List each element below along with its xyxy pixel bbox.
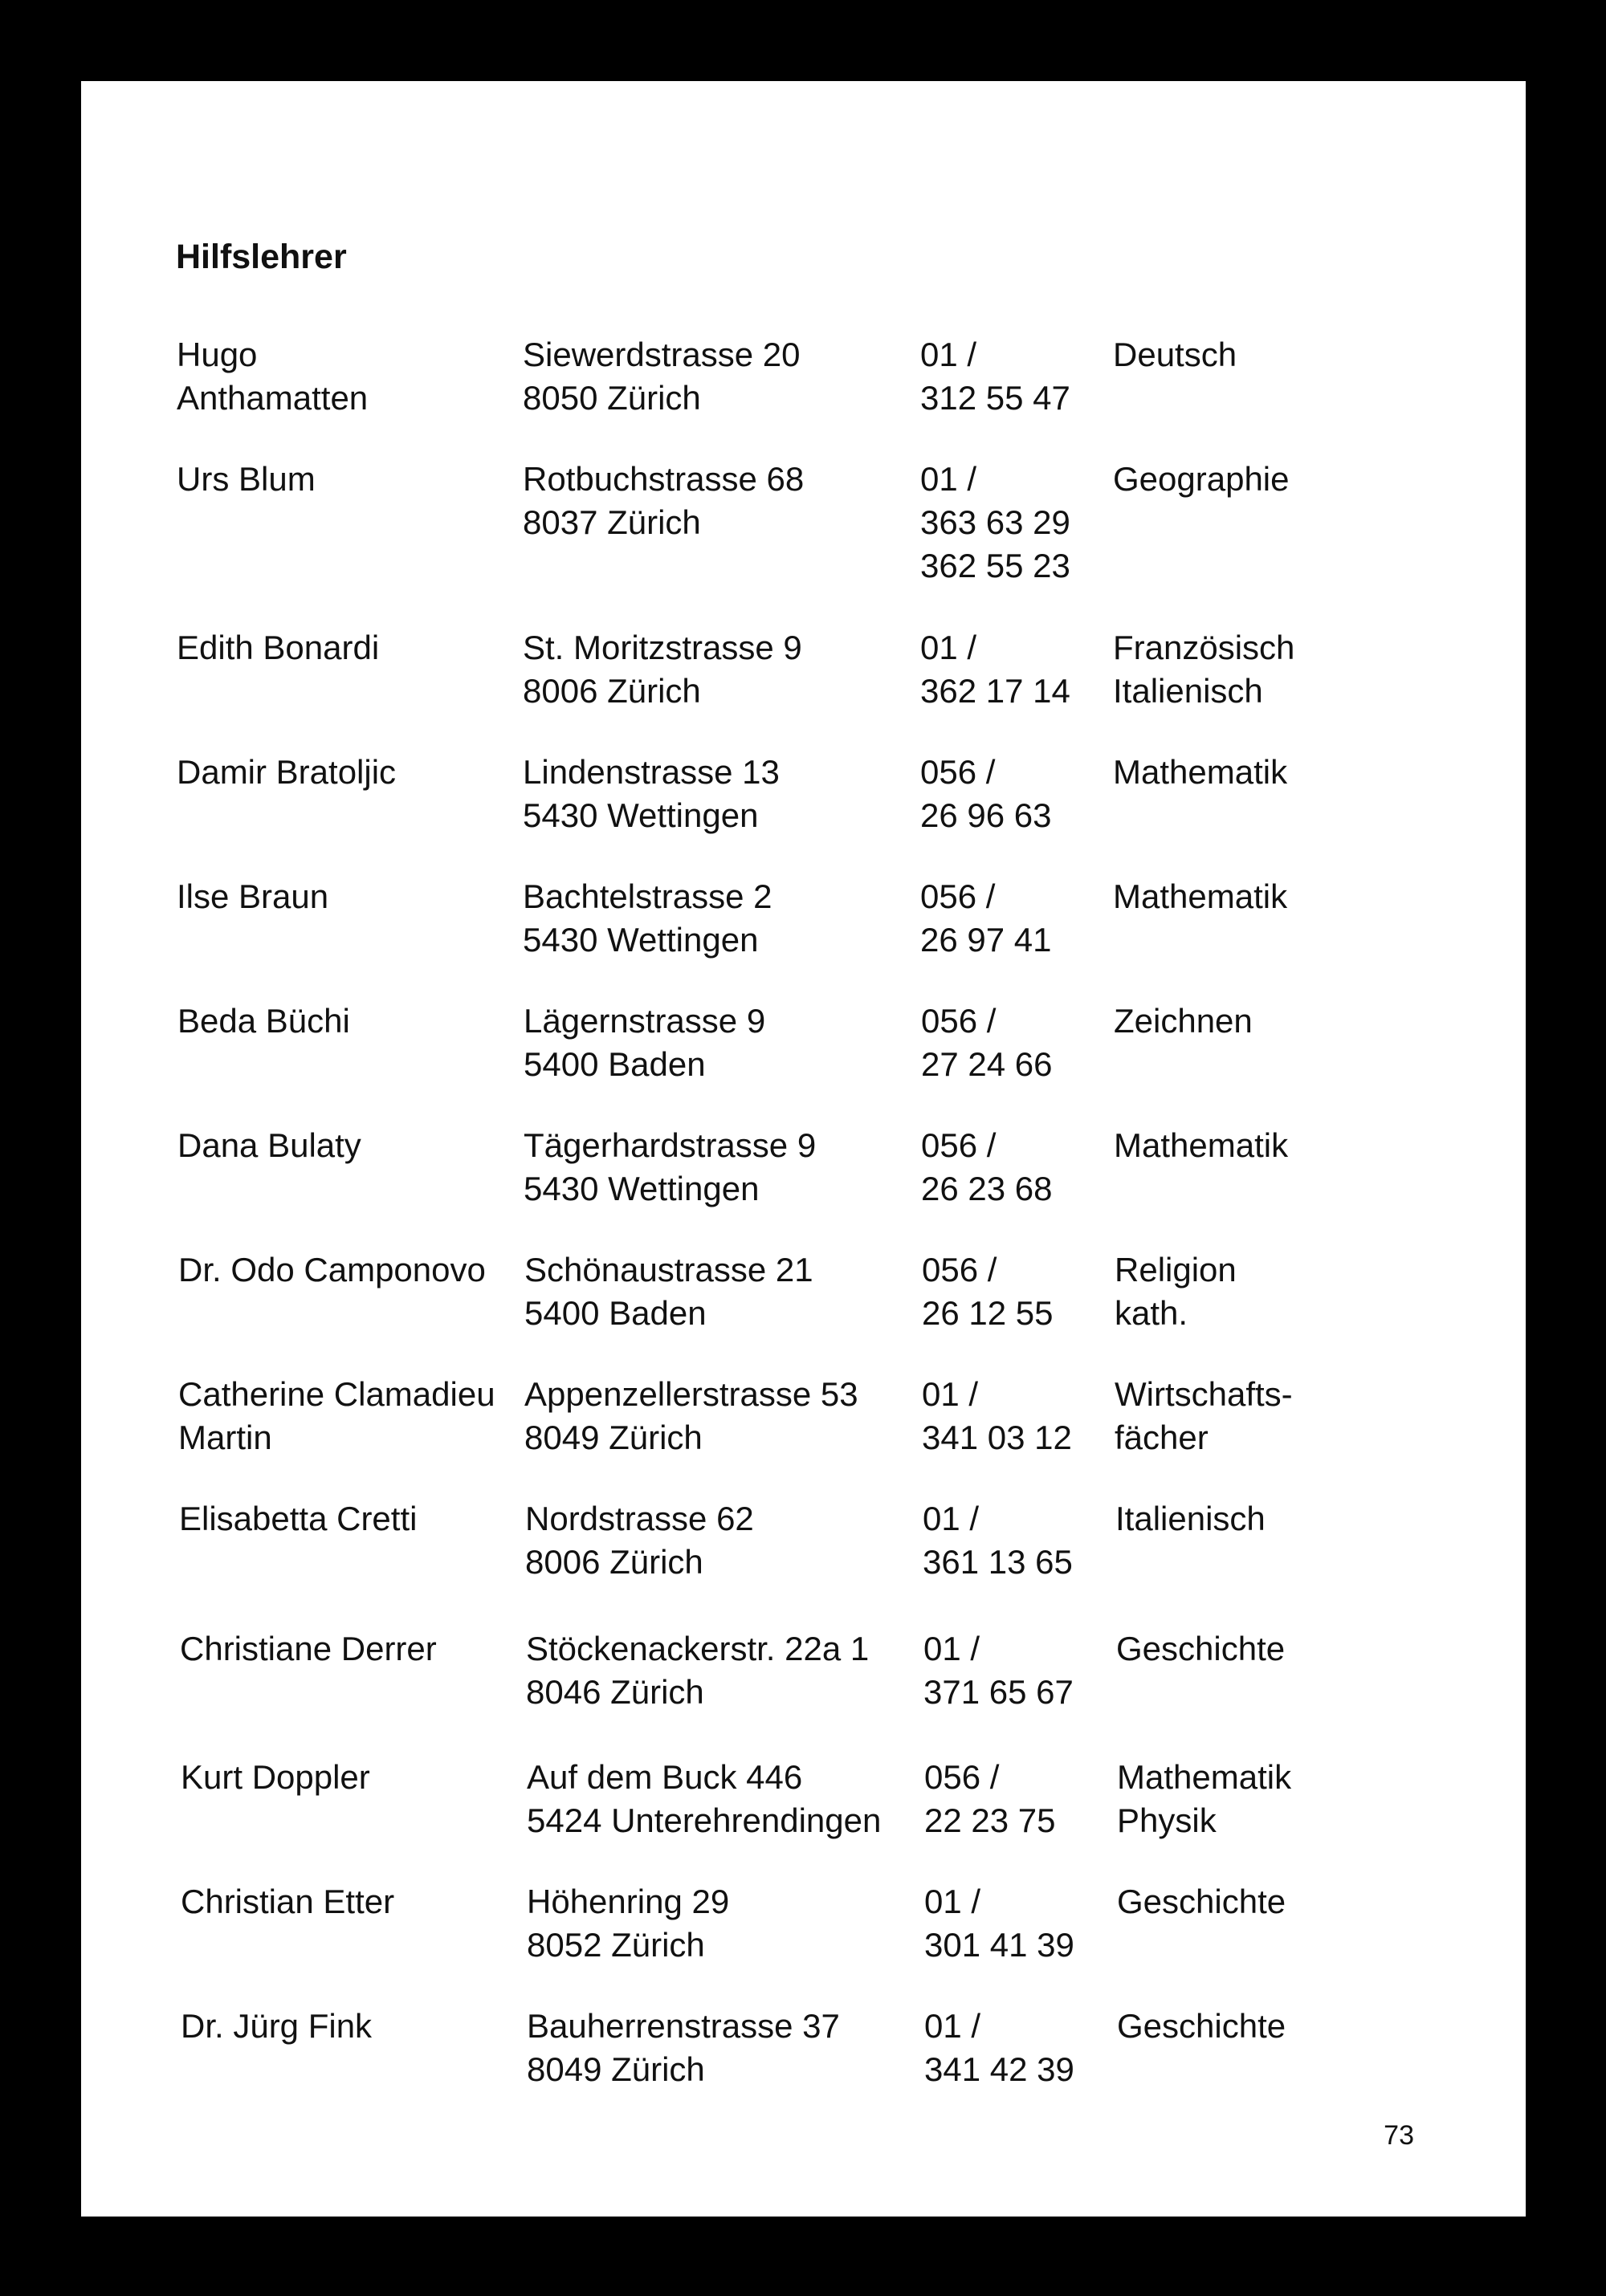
teacher-phone-line: 361 13 65 — [923, 1543, 1073, 1581]
teacher-name-line: Dr. Jürg Fink — [181, 2007, 373, 2045]
teacher-phone-line: 01 / — [920, 460, 977, 498]
teacher-subject-line: Religion — [1115, 1251, 1237, 1288]
teacher-name — [177, 751, 396, 794]
teacher-phone-line: 363 63 29 — [920, 503, 1070, 541]
teacher-address — [523, 333, 801, 420]
teacher-phone-line: 341 42 39 — [924, 2050, 1074, 2088]
teacher-subject — [1113, 751, 1287, 794]
teacher-address — [523, 626, 802, 713]
teacher-subject-line: Mathematik — [1114, 1126, 1289, 1164]
teacher-phone — [920, 751, 1052, 837]
teacher-subject — [1115, 1497, 1266, 1541]
teacher-subject-line: Französisch — [1113, 629, 1295, 666]
teacher-address-line: St. Moritzstrasse 9 — [523, 629, 802, 666]
teacher-address-line: 8046 Zürich — [526, 1673, 704, 1711]
teacher-name — [177, 999, 350, 1043]
teacher-name — [177, 1124, 361, 1167]
teacher-address — [527, 2005, 840, 2091]
teacher-subject-line: Mathematik — [1113, 753, 1288, 791]
teacher-address-line: 5424 Unterehrendingen — [527, 1801, 882, 1839]
teacher-address-line: 8006 Zürich — [523, 672, 701, 710]
teacher-phone-line: 26 96 63 — [920, 796, 1052, 834]
teacher-phone — [924, 2005, 1074, 2091]
teacher-address-line: 8052 Zürich — [527, 1926, 705, 1964]
teacher-phone — [924, 1880, 1074, 1967]
teacher-subject-line: Italienisch — [1113, 672, 1263, 710]
teacher-phone-line: 371 65 67 — [923, 1673, 1074, 1711]
teacher-phone-line: 056 / — [922, 1251, 997, 1288]
teacher-address-line: 8049 Zürich — [527, 2050, 705, 2088]
teacher-address — [523, 875, 772, 962]
teacher-name-line: Dr. Odo Camponovo — [178, 1251, 486, 1288]
teacher-name — [178, 1373, 495, 1459]
teacher-phone — [922, 1373, 1072, 1459]
teacher-subject — [1116, 1627, 1285, 1671]
teacher-name-line: Hugo — [177, 336, 258, 373]
teacher-subject — [1115, 1248, 1237, 1335]
teacher-address — [524, 1124, 816, 1211]
teacher-name — [181, 1756, 370, 1799]
document-page — [81, 81, 1526, 2217]
teacher-address-line: Stöckenackerstr. 22a 1 — [526, 1630, 870, 1667]
teacher-subject-line: Zeichnen — [1114, 1002, 1253, 1040]
teacher-name — [180, 1627, 437, 1671]
teacher-name — [178, 1248, 486, 1292]
teacher-address-line: Schönaustrasse 21 — [524, 1251, 813, 1288]
teacher-address-line: Höhenring 29 — [527, 1883, 730, 1920]
teacher-name — [177, 875, 328, 918]
teacher-phone — [920, 458, 1070, 588]
teacher-phone-line: 01 / — [924, 2007, 981, 2045]
teacher-address-line: Auf dem Buck 446 — [527, 1758, 803, 1796]
teacher-address-line: Nordstrasse 62 — [525, 1500, 754, 1537]
teacher-name-line: Beda Büchi — [177, 1002, 350, 1040]
teacher-address — [527, 1756, 881, 1842]
teacher-phone-line: 312 55 47 — [920, 379, 1070, 417]
teacher-address-line: Tägerhardstrasse 9 — [524, 1126, 817, 1164]
teacher-address-line: 8037 Zürich — [523, 503, 701, 541]
teacher-address — [526, 1627, 869, 1714]
teacher-address — [523, 751, 780, 837]
teacher-phone-line: 01 / — [920, 629, 977, 666]
teacher-name — [177, 333, 368, 420]
teacher-subject-line: Physik — [1117, 1801, 1217, 1839]
teacher-subject-line: Deutsch — [1113, 336, 1237, 373]
teacher-phone-line: 362 55 23 — [920, 547, 1070, 584]
teacher-address-line: 5430 Wettingen — [524, 1170, 760, 1207]
teacher-subject-line: Wirtschafts- — [1115, 1375, 1293, 1413]
teacher-address — [524, 1248, 813, 1335]
teacher-subject-line: Italienisch — [1115, 1500, 1266, 1537]
teacher-address-line: Siewerdstrasse 20 — [523, 336, 801, 373]
teacher-name-line: Catherine Clamadieu — [178, 1375, 495, 1413]
teacher-name-line: Anthamatten — [177, 379, 369, 417]
teacher-name-line: Christiane Derrer — [180, 1630, 437, 1667]
teacher-subject-line: Geschichte — [1117, 1883, 1286, 1920]
teacher-phone — [920, 875, 1052, 962]
teacher-phone — [921, 999, 1053, 1086]
teacher-phone-line: 01 / — [922, 1375, 979, 1413]
teacher-phone-line: 01 / — [920, 336, 977, 373]
teacher-address — [524, 999, 765, 1086]
teacher-address-line: Lägernstrasse 9 — [524, 1002, 766, 1040]
teacher-phone-line: 056 / — [920, 753, 996, 791]
teacher-address — [527, 1880, 729, 1967]
teacher-phone — [920, 626, 1070, 713]
teacher-name-line: Kurt Doppler — [181, 1758, 370, 1796]
teacher-address — [525, 1497, 754, 1584]
teacher-subject — [1113, 875, 1287, 918]
teacher-phone-line: 341 03 12 — [922, 1419, 1072, 1456]
teacher-address-line: 8049 Zürich — [524, 1419, 703, 1456]
teacher-name — [181, 1880, 394, 1924]
teacher-subject-line: Geschichte — [1116, 1630, 1286, 1667]
teacher-address-line: 8006 Zürich — [525, 1543, 703, 1581]
teacher-phone-line: 26 12 55 — [922, 1294, 1054, 1332]
teacher-phone — [923, 1627, 1074, 1714]
teacher-subject-line: fächer — [1115, 1419, 1209, 1456]
teacher-address-line: 5400 Baden — [524, 1045, 706, 1083]
teacher-name — [179, 1497, 417, 1541]
teacher-phone-line: 056 / — [920, 877, 996, 915]
page-number: 73 — [1384, 2120, 1414, 2151]
teacher-address — [523, 458, 804, 544]
teacher-address-line: Lindenstrasse 13 — [523, 753, 780, 791]
teacher-subject — [1114, 1124, 1288, 1167]
section-heading: Hilfslehrer — [176, 238, 347, 276]
teacher-name — [177, 626, 379, 670]
teacher-address-line: 5430 Wettingen — [523, 796, 759, 834]
teacher-subject — [1113, 333, 1237, 377]
teacher-address-line: 5430 Wettingen — [523, 921, 759, 959]
teacher-subject-line: Mathematik — [1113, 877, 1288, 915]
teacher-name-line: Ilse Braun — [177, 877, 329, 915]
teacher-phone-line: 27 24 66 — [921, 1045, 1053, 1083]
teacher-address — [524, 1373, 858, 1459]
teacher-subject-line: Mathematik — [1117, 1758, 1292, 1796]
teacher-phone-line: 01 / — [923, 1500, 980, 1537]
teacher-phone-line: 056 / — [921, 1002, 997, 1040]
teacher-name-line: Urs Blum — [177, 460, 316, 498]
teacher-phone — [924, 1756, 1056, 1842]
teacher-subject — [1114, 999, 1253, 1043]
teacher-phone — [920, 333, 1070, 420]
teacher-address-line: Bauherrenstrasse 37 — [527, 2007, 840, 2045]
teacher-name-line: Christian Etter — [181, 1883, 395, 1920]
teacher-name-line: Martin — [178, 1419, 272, 1456]
teacher-subject — [1117, 1756, 1291, 1842]
teacher-phone-line: 056 / — [921, 1126, 997, 1164]
teacher-subject — [1117, 2005, 1286, 2048]
teacher-phone-line: 301 41 39 — [924, 1926, 1074, 1964]
teacher-phone-line: 01 / — [923, 1630, 980, 1667]
teacher-phone — [923, 1497, 1073, 1584]
teacher-phone-line: 26 97 41 — [920, 921, 1052, 959]
teacher-phone-line: 056 / — [924, 1758, 1000, 1796]
teacher-subject-line: Geographie — [1113, 460, 1290, 498]
teacher-phone-line: 26 23 68 — [921, 1170, 1053, 1207]
teacher-name — [181, 2005, 372, 2048]
teacher-subject — [1117, 1880, 1286, 1924]
teacher-phone-line: 22 23 75 — [924, 1801, 1056, 1839]
teacher-address-line: Bachtelstrasse 2 — [523, 877, 772, 915]
teacher-subject — [1115, 1373, 1293, 1459]
teacher-address-line: Appenzellerstrasse 53 — [524, 1375, 858, 1413]
teacher-phone-line: 01 / — [924, 1883, 981, 1920]
teacher-subject-line: kath. — [1115, 1294, 1188, 1332]
teacher-address-line: 8050 Zürich — [523, 379, 701, 417]
teacher-name — [177, 458, 316, 501]
teacher-address-line: Rotbuchstrasse 68 — [523, 460, 805, 498]
teacher-subject — [1113, 626, 1294, 713]
teacher-name-line: Damir Bratoljic — [177, 753, 397, 791]
teacher-subject — [1113, 458, 1290, 501]
teacher-name-line: Edith Bonardi — [177, 629, 380, 666]
teacher-name-line: Dana Bulaty — [177, 1126, 361, 1164]
teacher-name-line: Elisabetta Cretti — [179, 1500, 418, 1537]
teacher-phone — [922, 1248, 1054, 1335]
teacher-address-line: 5400 Baden — [524, 1294, 707, 1332]
teacher-phone — [921, 1124, 1053, 1211]
teacher-subject-line: Geschichte — [1117, 2007, 1286, 2045]
teacher-phone-line: 362 17 14 — [920, 672, 1070, 710]
